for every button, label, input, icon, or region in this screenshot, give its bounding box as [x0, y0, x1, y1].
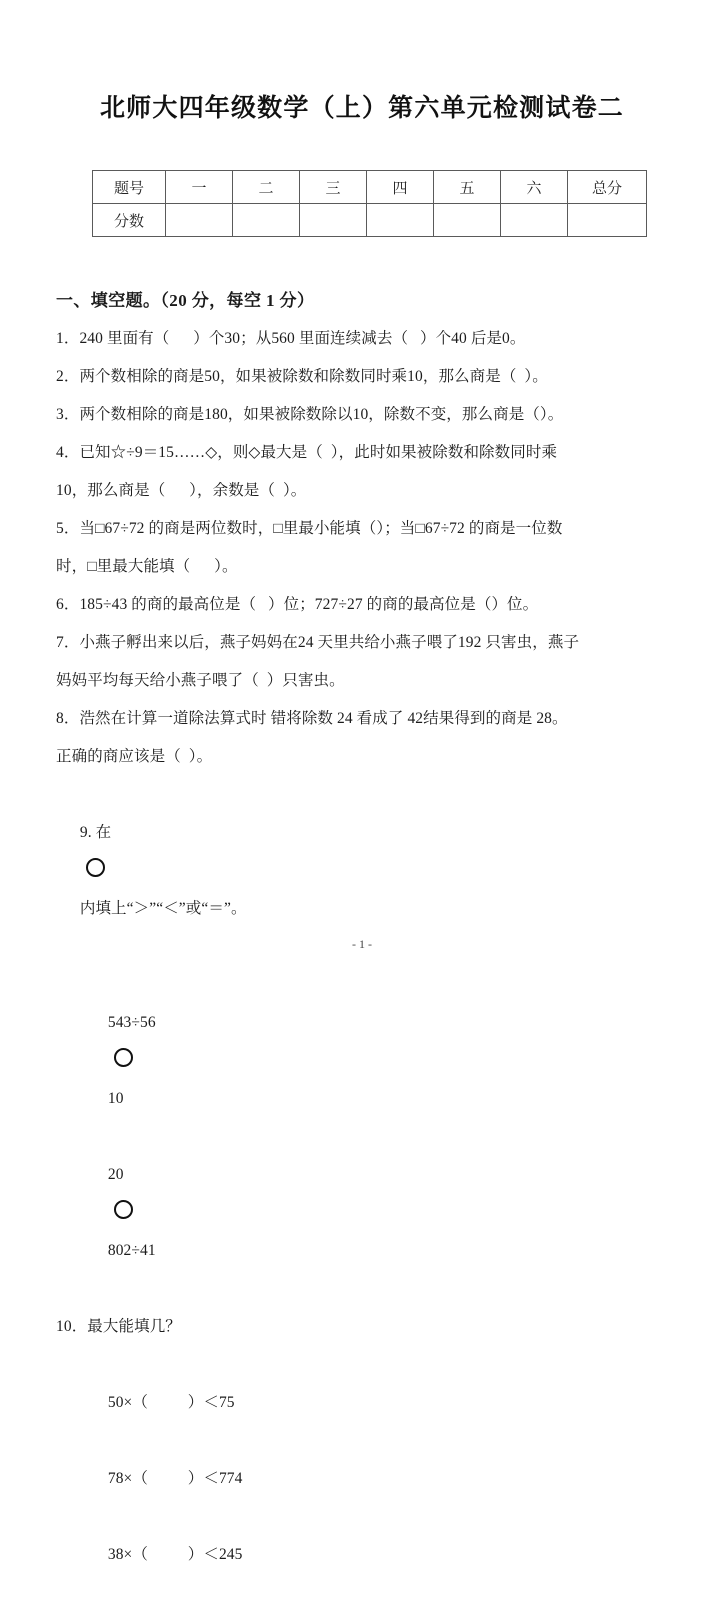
- page-title: 北师大四年级数学（上）第六单元检测试卷二: [99, 95, 624, 122]
- column-header-2: 二: [233, 171, 300, 204]
- score-cell-2[interactable]: [233, 204, 300, 237]
- row-label-question-number: 题号: [93, 171, 166, 204]
- question-3-line-1: 3．两个数相除的商是180，如果被除数除以10，除数不变，那么商是（）。: [56, 406, 564, 423]
- expression-2: 78×（ ）＜774: [107, 1470, 243, 1487]
- question-6-line-1: 6．185÷43 的商的最高位是（ ）位；727÷27 的商的最高位是（）位。: [56, 596, 539, 613]
- question-7-line-2: 妈妈平均每天给小燕子喂了（ ）只害虫。: [56, 672, 345, 689]
- score-cell-6[interactable]: [501, 204, 568, 237]
- comparison-2-circle-icon[interactable]: [114, 1200, 133, 1219]
- question-1-line-1: 1．240 里面有（ ）个30；从560 里面连续减去（ ）个40 后是0。: [56, 330, 526, 347]
- comparison-2-right: 802÷41: [107, 1242, 156, 1259]
- column-header-total: 总分: [568, 171, 647, 204]
- column-header-5: 五: [434, 171, 501, 204]
- page-number-footer: - 1 -: [352, 937, 372, 951]
- section-heading-fill-in-blanks: 一、填空题。（20 分，每空 1 分）: [56, 291, 315, 310]
- expression-3: 38×（ ）＜245: [107, 1546, 243, 1563]
- table-row: [93, 204, 647, 237]
- question-8-line-2: 正确的商应该是（ ）。: [56, 748, 213, 765]
- question-9-comparisons: [56, 966, 656, 1308]
- comparison-1-right: 10: [107, 1090, 124, 1107]
- question-5-line-1: 5．当□67÷72 的商是两位数时，□里最小能填（）；当□67÷72 的商是一位数: [56, 520, 563, 537]
- question-4-line-1: 4．已知☆÷9＝15……◇，则◇最大是（ ），此时如果被除数和除数同时乘: [56, 444, 558, 461]
- score-cell-1[interactable]: [166, 204, 233, 237]
- score-table-container: [92, 170, 632, 237]
- question-list: [56, 320, 656, 1612]
- question-7-line-1: 7．小燕子孵出来以后，燕子妈妈在24 天里共给小燕子喂了192 只害虫，燕子: [56, 634, 580, 651]
- question-10-line-1: 10．最大能填几？: [56, 1318, 181, 1335]
- score-cell-5[interactable]: [434, 204, 501, 237]
- column-header-1: 一: [166, 171, 233, 204]
- row-label-score: 分数: [93, 204, 166, 237]
- score-cell-3[interactable]: [300, 204, 367, 237]
- column-header-3: 三: [300, 171, 367, 204]
- comparison-1-left: 543÷56: [107, 1014, 156, 1031]
- comparison-1-circle-icon[interactable]: [114, 1048, 133, 1067]
- column-header-6: 六: [501, 171, 568, 204]
- question-9-prompt-before: 9. 在: [79, 824, 112, 841]
- score-cell-4[interactable]: [367, 204, 434, 237]
- circle-icon: [86, 858, 105, 877]
- score-table: [92, 170, 647, 237]
- table-row: [93, 171, 647, 204]
- question-8-line-1: 8．浩然在计算一道除法算式时 错将除数 24 看成了 42结果得到的商是 28。: [56, 710, 568, 727]
- question-10-expressions: [56, 1346, 656, 1612]
- score-cell-total[interactable]: [568, 204, 647, 237]
- comparison-2-left: 20: [107, 1166, 124, 1183]
- expression-1: 50×（ ）＜75: [107, 1394, 235, 1411]
- question-4-line-2: 10，那么商是（ ），余数是（ ）。: [56, 482, 307, 499]
- column-header-4: 四: [367, 171, 434, 204]
- question-9-prompt-after: 内填上“＞”“＜”或“＝”。: [79, 900, 247, 917]
- question-5-line-2: 时，□里最大能填（ ）。: [56, 558, 238, 575]
- question-2-line-1: 2．两个数相除的商是50，如果被除数和除数同时乘10，那么商是（ ）。: [56, 368, 548, 385]
